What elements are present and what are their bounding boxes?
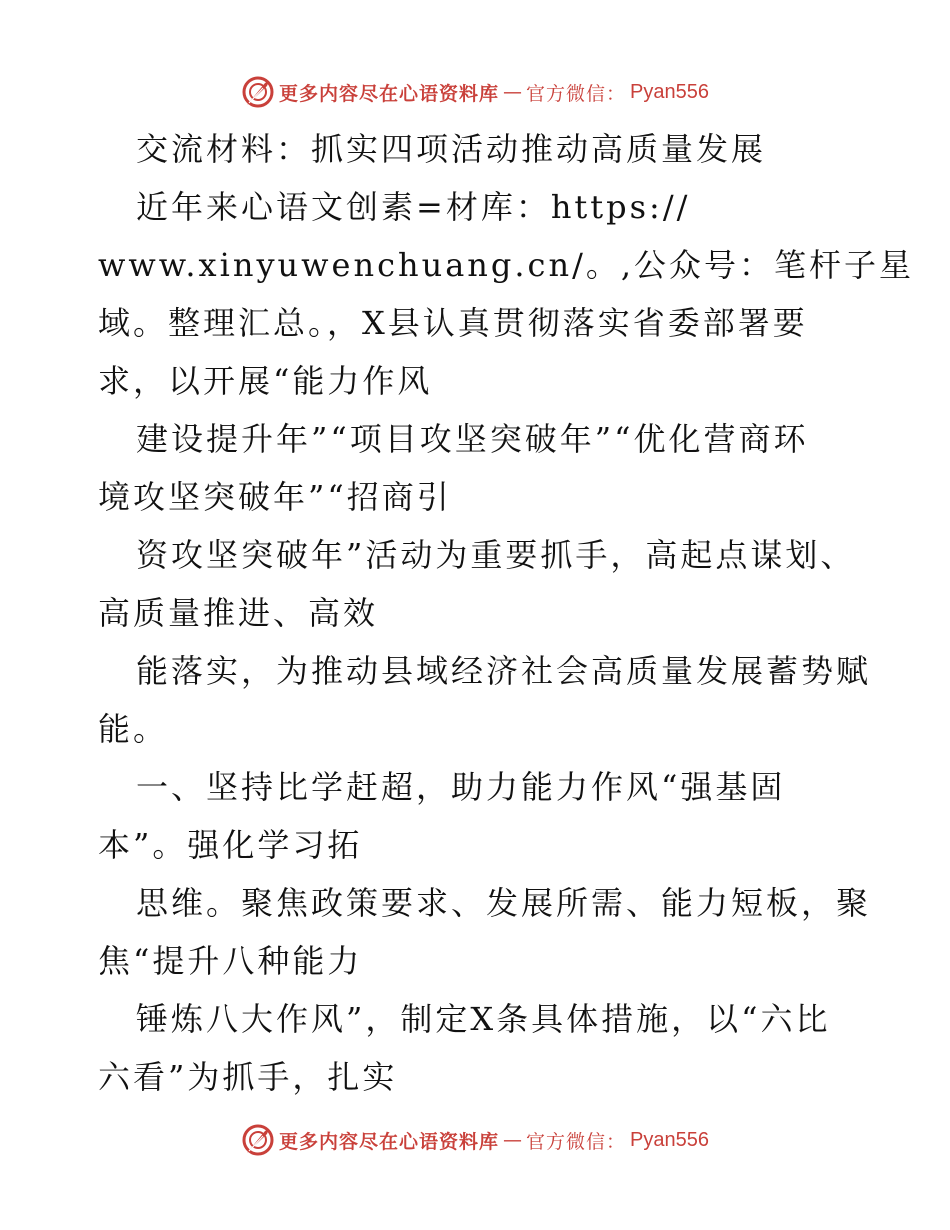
- paragraph-line: 六看”为抓手，扎实: [98, 1058, 398, 1096]
- document-title: 交流材料：抓实四项活动推动高质量发展: [136, 130, 767, 168]
- paragraph-line: www.xinyuwenchuang.cn/。,公众号：笔杆子星: [98, 246, 915, 284]
- section-heading: 一、坚持比学赶超，助力能力作风“强基固: [136, 768, 786, 806]
- quill-logo-icon: [241, 1123, 275, 1157]
- paragraph-line: 近年来心语文创素=材库：https://: [136, 188, 691, 226]
- paragraph-line: 境攻坚突破年”“招商引: [98, 478, 452, 516]
- paragraph-line: 建设提升年”“项目攻坚突破年”“优化营商环: [136, 420, 809, 458]
- header-banner: [0, 72, 950, 112]
- paragraph-line: 思维。聚焦政策要求、发展所需、能力短板，聚: [136, 884, 872, 922]
- paragraph-line: 求，以开展“能力作风: [98, 362, 433, 400]
- quill-logo-icon: [241, 75, 275, 109]
- wechat-label: 官方微信：: [526, 1130, 627, 1153]
- paragraph-line: 高质量推进、高效: [98, 594, 379, 632]
- document-body: [98, 120, 915, 1106]
- banner-text: 更多内容尽在心语资料库: [279, 1130, 500, 1153]
- paragraph-line: 资攻坚突破年”活动为重要抓手，高起点谋划、: [136, 536, 856, 574]
- banner-separator: —: [503, 1129, 523, 1151]
- paragraph-line: 域。整理汇总。，X县认真贯彻落实省委部署要: [98, 304, 808, 342]
- paragraph-line: 锤炼八大作风”，制定X条具体措施，以“六比: [136, 1000, 831, 1038]
- wechat-id: Pyan556: [630, 1128, 709, 1151]
- banner-separator: —: [503, 81, 523, 103]
- paragraph-line: 本”。强化学习拓: [98, 826, 363, 864]
- banner-text: 更多内容尽在心语资料库: [279, 82, 500, 105]
- paragraph-line: 能落实，为推动县域经济社会高质量发展蓄势赋: [136, 652, 872, 690]
- wechat-label: 官方微信：: [526, 82, 627, 105]
- paragraph-line: 焦“提升八种能力: [98, 942, 363, 980]
- footer-banner: [0, 1120, 950, 1160]
- paragraph-line: 能。: [98, 710, 169, 748]
- wechat-id: Pyan556: [630, 80, 709, 103]
